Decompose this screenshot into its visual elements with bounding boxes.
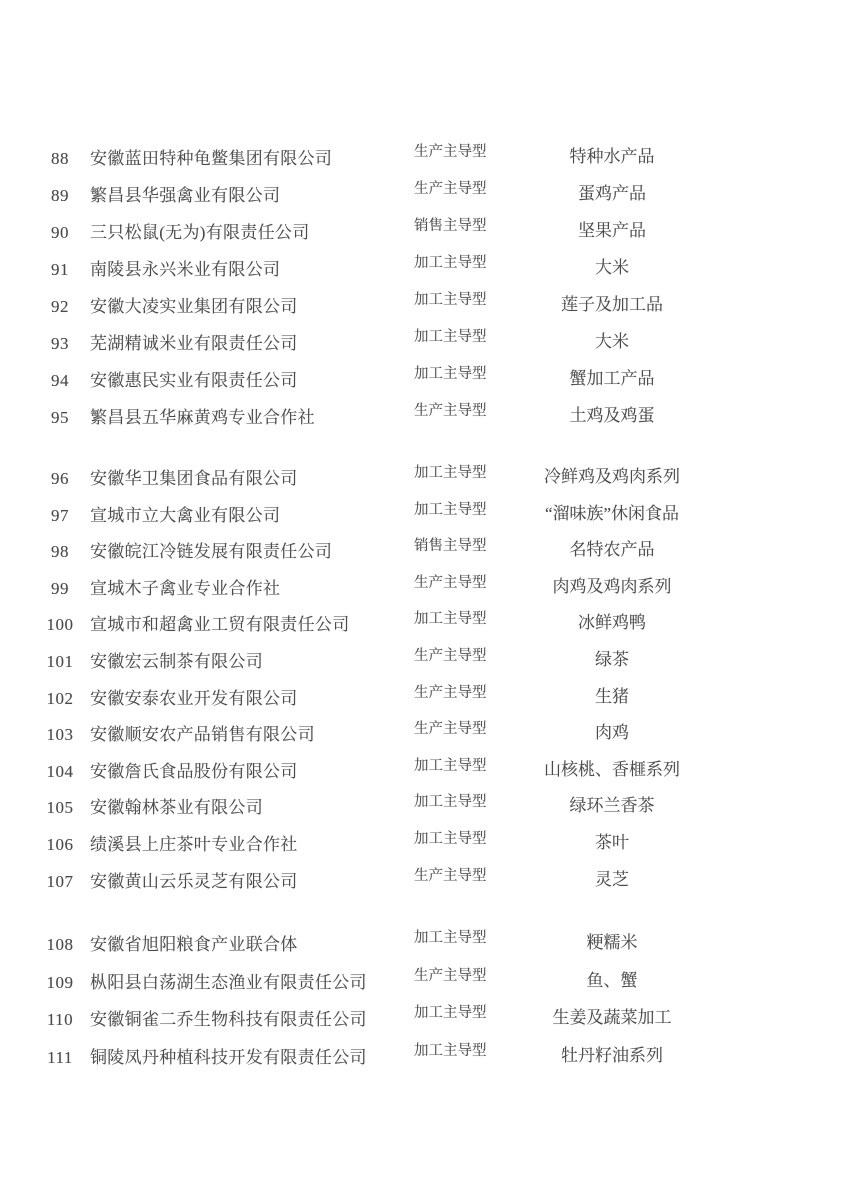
company-name: 芜湖精诚米业有限责任公司	[90, 334, 298, 353]
row-number: 110	[46, 1010, 74, 1030]
row-number: 100	[46, 615, 74, 635]
lead-products: 肉鸡	[595, 723, 629, 743]
business-type: 加工主导型	[414, 757, 487, 774]
row-number: 108	[46, 935, 74, 955]
company-name: 安徽翰林茶业有限公司	[90, 798, 263, 818]
row-number: 98	[51, 542, 69, 562]
row-number: 105	[46, 798, 74, 818]
lead-products: 绿茶	[595, 649, 629, 669]
table-section	[0, 140, 848, 436]
business-type: 生产主导型	[414, 684, 487, 701]
row-number: 103	[46, 725, 74, 745]
lead-products: 名特农产品	[569, 540, 655, 560]
business-type: 生产主导型	[414, 574, 487, 591]
company-name: 宣城木子禽业专业合作社	[90, 578, 281, 598]
lead-products: 茶叶	[595, 832, 629, 852]
lead-products: 山核桃、香榧系列	[544, 759, 680, 779]
lead-products: 肉鸡及鸡肉系列	[552, 576, 672, 596]
company-name: 安徽安泰农业开发有限公司	[90, 688, 298, 708]
business-type: 生产主导型	[414, 181, 487, 197]
business-type: 加工主导型	[414, 465, 487, 481]
company-name: 安徽大凌实业集团有限公司	[90, 297, 298, 316]
lead-products: 生猪	[595, 686, 629, 706]
business-type: 加工主导型	[414, 794, 487, 811]
row-number: 99	[51, 578, 69, 598]
lead-products: 冷鲜鸡及鸡肉系列	[544, 467, 680, 486]
table-section	[0, 461, 848, 900]
lead-products: 冰鲜鸡鸭	[578, 613, 646, 633]
business-type: 加工主导型	[414, 292, 487, 308]
row-number: 102	[46, 688, 74, 708]
lead-products: 大米	[595, 258, 629, 277]
lead-products: 大米	[595, 332, 629, 351]
row-number: 90	[51, 223, 69, 242]
lead-products: 灵芝	[595, 869, 629, 889]
company-name: 安徽铜雀二乔生物科技有限责任公司	[90, 1010, 367, 1030]
company-name: 安徽省旭阳粮食产业联合体	[90, 935, 298, 955]
company-name: 安徽惠民实业有限责任公司	[90, 371, 298, 390]
lead-products: 绿环兰香茶	[569, 796, 655, 816]
table-row	[0, 1039, 848, 1077]
business-type: 加工主导型	[414, 611, 487, 628]
row-number: 88	[51, 149, 69, 168]
company-name: 安徽蓝田特种龟鳖集团有限公司	[90, 149, 333, 168]
lead-products: 牡丹籽油系列	[561, 1045, 663, 1065]
company-name: 三只松鼠(无为)有限责任公司	[90, 223, 310, 242]
lead-products: 生姜及蔬菜加工	[552, 1008, 672, 1028]
row-number: 106	[46, 834, 74, 854]
row-number: 91	[51, 260, 69, 279]
company-name: 安徽顺安农产品销售有限公司	[90, 725, 315, 745]
row-number: 95	[51, 408, 69, 427]
company-name: 宣城市和超禽业工贸有限责任公司	[90, 615, 350, 635]
company-name: 宣城市立大禽业有限公司	[90, 505, 281, 525]
business-type: 加工主导型	[414, 501, 487, 518]
row-number: 109	[46, 972, 74, 992]
lead-products: 蟹加工产品	[569, 369, 655, 388]
business-type: 加工主导型	[414, 1005, 487, 1022]
business-type: 加工主导型	[414, 255, 487, 271]
row-number: 92	[51, 297, 69, 316]
company-name: 安徽詹氏食品股份有限公司	[90, 761, 298, 781]
lead-products: 坚果产品	[578, 221, 646, 240]
business-type: 加工主导型	[414, 830, 487, 847]
row-number: 96	[51, 469, 69, 488]
company-name: 枞阳县白荡湖生态渔业有限责任公司	[90, 972, 367, 992]
business-type: 加工主导型	[414, 1042, 487, 1059]
lead-products: “溜味族”休闲食品	[544, 503, 680, 523]
business-type: 生产主导型	[414, 144, 487, 160]
company-name: 南陵县永兴米业有限公司	[90, 260, 281, 279]
lead-products: 莲子及加工品	[561, 295, 663, 314]
business-type: 加工主导型	[414, 930, 487, 947]
company-name: 铜陵凤丹种植科技开发有限责任公司	[90, 1047, 367, 1067]
lead-products: 蛋鸡产品	[578, 184, 646, 203]
business-type: 生产主导型	[414, 403, 487, 419]
table-row	[0, 864, 848, 901]
business-type: 生产主导型	[414, 967, 487, 984]
row-number: 107	[46, 871, 74, 891]
row-number: 97	[51, 505, 69, 525]
row-number: 93	[51, 334, 69, 353]
lead-products: 土鸡及鸡蛋	[569, 406, 655, 425]
company-name: 绩溪县上庄茶叶专业合作社	[90, 834, 298, 854]
company-name: 安徽宏云制茶有限公司	[90, 651, 263, 671]
row-number: 89	[51, 186, 69, 205]
business-type: 加工主导型	[414, 329, 487, 345]
lead-products: 鱼、蟹	[586, 970, 638, 990]
business-type: 生产主导型	[414, 867, 487, 884]
table-row	[0, 399, 848, 436]
company-name: 繁昌县五华麻黄鸡专业合作社	[90, 408, 315, 427]
business-type: 销售主导型	[414, 218, 487, 234]
row-number: 111	[47, 1047, 73, 1067]
company-name: 安徽皖江冷链发展有限责任公司	[90, 542, 333, 562]
company-name: 安徽黄山云乐灵芝有限公司	[90, 871, 298, 891]
business-type: 生产主导型	[414, 647, 487, 664]
business-type: 销售主导型	[414, 538, 487, 555]
row-number: 101	[46, 651, 74, 671]
company-name: 繁昌县华强禽业有限公司	[90, 186, 281, 205]
lead-products: 特种水产品	[569, 147, 655, 166]
company-name: 安徽华卫集团食品有限公司	[90, 469, 298, 488]
lead-products: 粳糯米	[586, 933, 638, 953]
row-number: 94	[51, 371, 69, 390]
row-number: 104	[46, 761, 74, 781]
table-section	[0, 926, 848, 1076]
business-type: 加工主导型	[414, 366, 487, 382]
business-type: 生产主导型	[414, 721, 487, 738]
